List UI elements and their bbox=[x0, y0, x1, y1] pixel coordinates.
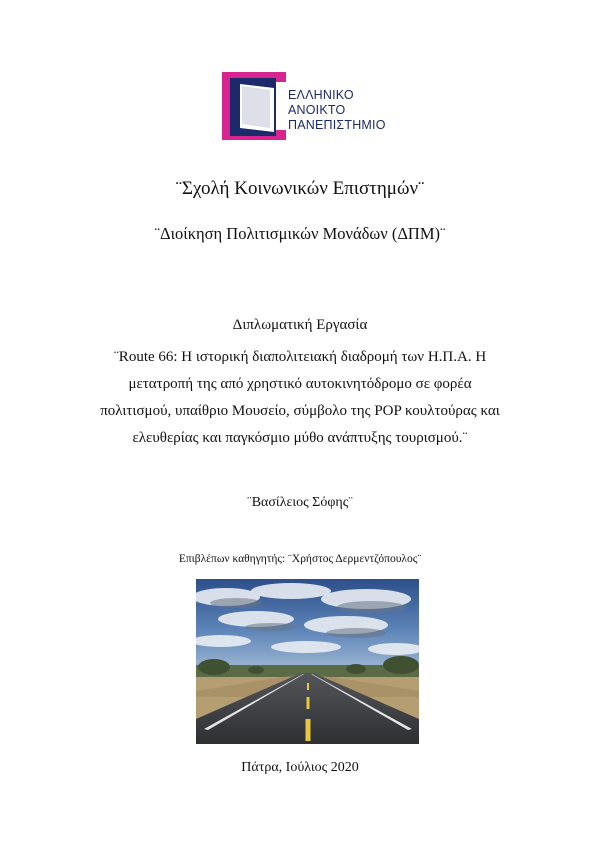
place-and-date: Πάτρα, Ιούλιος 2020 bbox=[241, 760, 359, 775]
thesis-title-line: μετατροπή της από χρηστικό αυτοκινητόδρομο σε φορέα bbox=[128, 376, 472, 392]
logo-text-line-1: ΕΛΛΗΝΙΚΟ bbox=[288, 88, 354, 102]
author-name: ¨Βασίλειος Σόφης¨ bbox=[247, 495, 353, 510]
thesis-title-line: πολιτισμού, υπαίθριο Μουσείο, σύμβολο της POP κουλτούρας και bbox=[100, 403, 500, 419]
thesis-label: Διπλωματική Εργασία bbox=[232, 317, 368, 333]
thesis-title-line: ελευθερίας και παγκόσμιο μύθο ανάπτυξης τουρισμού.¨ bbox=[132, 430, 468, 446]
route-photo bbox=[196, 579, 419, 744]
university-logo bbox=[220, 70, 400, 142]
thesis-title-line: ¨Route 66: Η ιστορική διαπολιτειακή διαδρομή των Η.Π.Α. Η bbox=[113, 349, 487, 365]
program-name: ¨Διοίκηση Πολιτισμικών Μονάδων (ΔΠΜ)¨ bbox=[154, 224, 446, 243]
logo-text-line-2: ΑΝΟΙΚΤΟ bbox=[288, 103, 346, 117]
logo-text-line-3: ΠΑΝΕΠΙΣΤΗΜΙΟ bbox=[288, 118, 386, 132]
thesis-title bbox=[60, 344, 540, 452]
supervisor: Επιβλέπων καθηγητής: ¨Χρήστος Δερμεντζόπουλος¨ bbox=[178, 553, 422, 565]
university-logo-text bbox=[288, 88, 386, 133]
school-name: ¨Σχολή Κοινωνικών Επιστημών¨ bbox=[175, 178, 425, 199]
university-logo-mark-icon bbox=[220, 70, 286, 142]
